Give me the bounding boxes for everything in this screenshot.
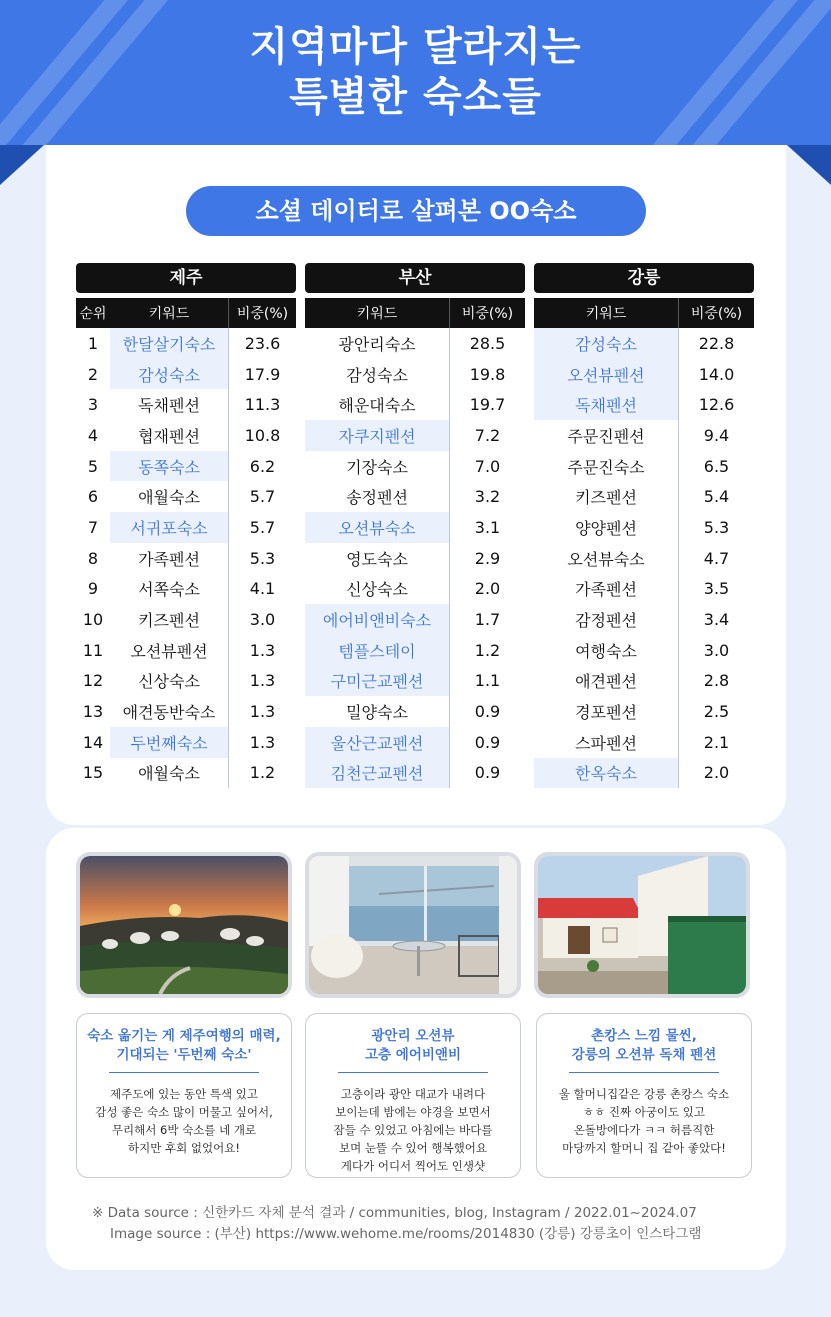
rank-cell: 15 <box>82 763 104 783</box>
share-cell: 19.7 <box>449 389 525 420</box>
table-body <box>76 328 296 788</box>
share-cell: 28.5 <box>449 328 525 359</box>
share-cell: 3.5 <box>678 574 754 605</box>
review-title-line: 광안리 오션뷰 <box>371 1028 455 1044</box>
review-divider <box>569 1072 719 1073</box>
table-row <box>305 758 525 789</box>
share-cell: 1.2 <box>228 758 296 789</box>
share-header: 비중(%) <box>228 298 296 328</box>
table-jeju <box>76 263 296 788</box>
keyword-cell: 애월숙소 <box>138 488 200 508</box>
share-cell: 7.2 <box>449 420 525 451</box>
keyword-cell: 동쪽숙소 <box>110 451 228 482</box>
share-cell: 3.1 <box>449 512 525 543</box>
table-row <box>305 420 525 451</box>
share-cell: 5.4 <box>678 481 754 512</box>
keyword-cell: 광안리숙소 <box>338 334 416 354</box>
keyword-header: 키워드 <box>148 306 190 322</box>
share-cell: 11.3 <box>228 389 296 420</box>
share-cell: 6.5 <box>678 451 754 482</box>
column-header-row <box>534 298 754 328</box>
table-busan <box>305 263 525 788</box>
keyword-cell: 기장숙소 <box>346 457 408 477</box>
review-title-line: 고층 에어비앤비 <box>365 1047 461 1063</box>
share-cell: 2.0 <box>449 574 525 605</box>
jeju-sunset-image <box>80 856 288 994</box>
share-cell: 3.4 <box>678 604 754 635</box>
table-row <box>534 359 754 390</box>
share-cell: 1.3 <box>228 727 296 758</box>
share-cell: 1.1 <box>449 666 525 697</box>
table-row <box>305 359 525 390</box>
review-divider <box>338 1072 488 1073</box>
photo-busan <box>305 852 521 998</box>
table-row <box>305 635 525 666</box>
table-row <box>305 543 525 574</box>
rank-cell: 1 <box>87 333 99 353</box>
table-row <box>534 604 754 635</box>
share-cell: 10.8 <box>228 420 296 451</box>
review-body <box>537 1085 751 1157</box>
review-body-line: 제주도에 있는 동안 특색 있고 <box>110 1087 258 1101</box>
review-body-line: 잠들 수 있었고 아침에는 바다를 <box>333 1123 493 1137</box>
table-row <box>76 635 296 666</box>
keyword-cell: 키즈펜션 <box>138 611 200 631</box>
share-cell: 6.2 <box>228 451 296 482</box>
keyword-cell: 자쿠지펜션 <box>305 420 449 451</box>
keyword-cell: 애견동반숙소 <box>122 703 216 723</box>
keyword-header: 키워드 <box>356 306 398 322</box>
keyword-cell: 독채펜션 <box>138 396 200 416</box>
image-source-line: Image source : (부산) https://www.wehome.me/rooms/2014830 (강릉) 강릉초이 인스타그램 <box>110 1226 702 1242</box>
review-body-line: 하지만 후회 없었어요! <box>128 1141 240 1155</box>
table-row <box>534 512 754 543</box>
share-cell: 1.3 <box>228 696 296 727</box>
share-cell: 1.2 <box>449 635 525 666</box>
review-body-line: 고층이라 광안 대교가 내려다 <box>340 1087 486 1101</box>
rank-cell: 6 <box>87 487 99 507</box>
table-row <box>305 512 525 543</box>
review-body-line: 무리해서 6박 숙소를 네 개로 <box>111 1123 257 1137</box>
keyword-cell: 애견펜션 <box>575 672 637 692</box>
keyword-cell: 서쪽숙소 <box>138 580 200 600</box>
keyword-cell: 감성숙소 <box>110 359 228 390</box>
share-cell: 0.9 <box>449 758 525 789</box>
keyword-cell: 키즈펜션 <box>575 488 637 508</box>
share-cell: 4.7 <box>678 543 754 574</box>
table-row <box>76 359 296 390</box>
rank-cell: 10 <box>82 610 104 630</box>
keyword-cell: 서귀포숙소 <box>110 512 228 543</box>
rank-cell: 14 <box>82 732 104 752</box>
region-header: 제주 <box>76 263 296 293</box>
keyword-cell: 여행숙소 <box>575 641 637 661</box>
source-note <box>92 1203 701 1245</box>
table-row <box>534 666 754 697</box>
table-row <box>534 727 754 758</box>
review-card-jeju <box>76 1013 292 1178</box>
keyword-cell: 감성숙소 <box>534 328 678 359</box>
header-banner <box>0 0 831 145</box>
review-divider <box>109 1072 259 1073</box>
table-row <box>76 543 296 574</box>
rank-header: 순위 <box>79 306 107 322</box>
table-row <box>534 543 754 574</box>
table-row <box>534 696 754 727</box>
share-cell: 4.1 <box>228 574 296 605</box>
rank-cell: 8 <box>87 548 99 568</box>
keyword-cell: 밀양숙소 <box>346 703 408 723</box>
table-row <box>76 420 296 451</box>
table-row <box>305 727 525 758</box>
table-row <box>305 389 525 420</box>
keyword-cell: 스파펜션 <box>575 733 637 753</box>
table-row <box>305 328 525 359</box>
share-cell: 14.0 <box>678 359 754 390</box>
keyword-cell: 경포펜션 <box>575 703 637 723</box>
review-body <box>306 1085 520 1175</box>
rank-cell: 9 <box>87 579 99 599</box>
keyword-cell: 독채펜션 <box>534 389 678 420</box>
title-line-2: 특별한 숙소들 <box>289 74 542 120</box>
table-row <box>76 328 296 359</box>
review-body-line: 울 할머니집같은 강릉 촌캉스 숙소 <box>558 1087 730 1101</box>
region-header: 부산 <box>305 263 525 293</box>
rank-cell: 2 <box>87 364 99 384</box>
table-row <box>76 389 296 420</box>
table-body <box>305 328 525 788</box>
table-row <box>534 481 754 512</box>
column-header-row <box>305 298 525 328</box>
keyword-cell: 오션뷰펜션 <box>534 359 678 390</box>
share-cell: 0.9 <box>449 696 525 727</box>
table-row <box>534 451 754 482</box>
keyword-cell: 해운대숙소 <box>338 396 416 416</box>
keyword-cell: 에어비앤비숙소 <box>305 604 449 635</box>
section-subtitle: 소셜 데이터로 살펴본 OO숙소 <box>186 186 646 236</box>
keyword-cell: 템플스테이 <box>305 635 449 666</box>
keyword-cell: 주문진숙소 <box>567 457 645 477</box>
review-title <box>537 1027 751 1065</box>
keyword-cell: 주문진펜션 <box>567 426 645 446</box>
column-header-row <box>76 298 296 328</box>
keyword-cell: 감정펜션 <box>575 611 637 631</box>
table-row <box>305 604 525 635</box>
table-row <box>305 451 525 482</box>
keyword-cell: 영도숙소 <box>346 549 408 569</box>
review-body-line: 마당까지 할머니 집 같아 좋았다! <box>562 1141 726 1155</box>
review-title-line: 기대되는 '두번째 숙소' <box>116 1047 252 1063</box>
keyword-header: 키워드 <box>585 306 627 322</box>
review-body-line: 보이는데 밤에는 야경을 보면서 <box>335 1105 491 1119</box>
table-row <box>534 758 754 789</box>
rank-cell: 4 <box>87 425 99 445</box>
share-cell: 5.7 <box>228 512 296 543</box>
keyword-cell: 애월숙소 <box>138 764 200 784</box>
table-row <box>76 727 296 758</box>
data-source-line: ※ Data source : 신한카드 자체 분석 결과 / communities, blog, Instagram / 2022.01~2024.07 <box>92 1205 697 1221</box>
banner-fold-left <box>0 145 44 185</box>
busan-room-image <box>309 856 517 994</box>
share-cell: 2.1 <box>678 727 754 758</box>
table-row <box>76 758 296 789</box>
keyword-cell: 송정펜션 <box>346 488 408 508</box>
share-cell: 2.8 <box>678 666 754 697</box>
photo-gangneung <box>534 852 750 998</box>
share-cell: 2.5 <box>678 696 754 727</box>
keyword-cell: 신상숙소 <box>346 580 408 600</box>
share-cell: 1.3 <box>228 635 296 666</box>
review-body-line: ㅎㅎ 진짜 아궁이도 있고 <box>582 1105 706 1119</box>
table-row <box>76 696 296 727</box>
table-row <box>534 328 754 359</box>
table-row <box>76 512 296 543</box>
table-row <box>305 696 525 727</box>
review-title <box>306 1027 520 1065</box>
share-cell: 12.6 <box>678 389 754 420</box>
share-cell: 5.7 <box>228 481 296 512</box>
photo-jeju <box>76 852 292 998</box>
keyword-cell: 가족펜션 <box>138 549 200 569</box>
page-title <box>0 22 831 122</box>
table-gangneung <box>534 263 754 788</box>
share-cell: 23.6 <box>228 328 296 359</box>
share-cell: 5.3 <box>228 543 296 574</box>
banner-fold-right <box>787 145 831 185</box>
table-row <box>76 574 296 605</box>
share-cell: 17.9 <box>228 359 296 390</box>
review-title <box>77 1027 291 1065</box>
review-title-line: 숙소 옮기는 게 제주여행의 매력, <box>87 1028 281 1044</box>
table-row <box>305 666 525 697</box>
review-body <box>77 1085 291 1157</box>
share-cell: 3.0 <box>678 635 754 666</box>
table-row <box>305 481 525 512</box>
keyword-cell: 울산근교펜션 <box>305 727 449 758</box>
title-line-1: 지역마다 달라지는 <box>249 24 582 70</box>
table-row <box>305 574 525 605</box>
table-row <box>534 635 754 666</box>
share-cell: 0.9 <box>449 727 525 758</box>
share-cell: 3.2 <box>449 481 525 512</box>
table-row <box>76 604 296 635</box>
rank-cell: 3 <box>87 395 99 415</box>
share-cell: 1.3 <box>228 666 296 697</box>
share-cell: 22.8 <box>678 328 754 359</box>
share-cell: 5.3 <box>678 512 754 543</box>
keyword-cell: 신상숙소 <box>138 672 200 692</box>
share-cell: 9.4 <box>678 420 754 451</box>
keyword-cell: 오션뷰숙소 <box>567 549 645 569</box>
review-title-line: 촌캉스 느낌 물씬, <box>591 1028 697 1044</box>
review-title-line: 강릉의 오션뷰 독채 펜션 <box>571 1047 717 1063</box>
share-cell: 2.0 <box>678 758 754 789</box>
keyword-cell: 두번째숙소 <box>110 727 228 758</box>
share-cell: 2.9 <box>449 543 525 574</box>
table-row <box>76 481 296 512</box>
keyword-cell: 오션뷰숙소 <box>305 512 449 543</box>
keyword-cell: 한달살기숙소 <box>110 328 228 359</box>
rank-cell: 7 <box>87 517 99 537</box>
keyword-cell: 한옥숙소 <box>534 758 678 789</box>
review-body-line: 감성 좋은 숙소 많이 머물고 싶어서, <box>95 1105 273 1119</box>
review-card-gangneung <box>536 1013 752 1178</box>
table-row <box>76 666 296 697</box>
keyword-cell: 김천근교펜션 <box>305 758 449 789</box>
gangneung-house-image <box>538 856 746 994</box>
keyword-cell: 협재펜션 <box>138 426 200 446</box>
review-body-line: 보며 눈뜰 수 있어 행복했어요 <box>339 1141 487 1155</box>
table-row <box>534 389 754 420</box>
keyword-cell: 감성숙소 <box>346 365 408 385</box>
table-row <box>534 574 754 605</box>
rank-cell: 12 <box>82 671 104 691</box>
share-cell: 19.8 <box>449 359 525 390</box>
keyword-cell: 구미근교펜션 <box>305 666 449 697</box>
review-body-line: 게다가 어디서 찍어도 인생샷 <box>340 1159 486 1173</box>
rank-cell: 11 <box>82 640 104 660</box>
share-header: 비중(%) <box>678 298 754 328</box>
keyword-cell: 양양펜션 <box>575 518 637 538</box>
table-row <box>534 420 754 451</box>
region-header: 강릉 <box>534 263 754 293</box>
keyword-cell: 오션뷰펜션 <box>130 641 208 661</box>
keyword-cell: 가족펜션 <box>575 580 637 600</box>
table-body <box>534 328 754 788</box>
rank-cell: 13 <box>82 702 104 722</box>
review-card-busan <box>305 1013 521 1178</box>
share-cell: 7.0 <box>449 451 525 482</box>
review-body-line: 온돌방에다가 ㅋㅋ 허름직한 <box>573 1123 715 1137</box>
rank-cell: 5 <box>87 456 99 476</box>
table-row <box>76 451 296 482</box>
share-header: 비중(%) <box>449 298 525 328</box>
share-cell: 1.7 <box>449 604 525 635</box>
share-cell: 3.0 <box>228 604 296 635</box>
